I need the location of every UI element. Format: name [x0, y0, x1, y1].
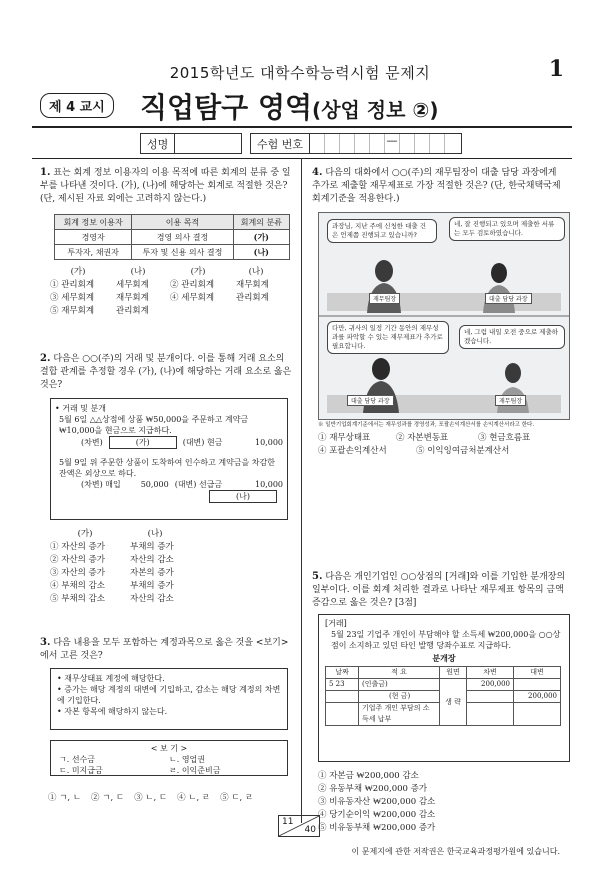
q4-options	[318, 432, 568, 458]
q1-cell: (가)	[233, 230, 289, 245]
q5-transaction-box	[318, 614, 570, 762]
subject-main: 직업탐구 영역	[140, 91, 313, 124]
q2-option-2[interactable]: ② 자산의 증가	[50, 555, 105, 565]
q5-ledger-ref: 생 략	[440, 679, 467, 726]
q1-option-2b: 재무회계	[236, 280, 269, 290]
q3-option-4[interactable]: ④ ㄴ, ㄹ	[177, 793, 211, 803]
q2-entry-1	[55, 436, 283, 449]
q1-table	[54, 214, 290, 260]
q1-text: 표는 회계 정보 이용자의 이용 목적에 따른 회계의 분류 중 일부를 나타낸 것이다. (가), (나)에 해당하는 회계로 적절한 것은? (단, 제시된 자료 외에는 고려하지 않는다.)	[40, 168, 291, 204]
q1-option-3[interactable]: ③ 세무회계	[50, 293, 95, 303]
exam-number-dash: —	[385, 134, 400, 153]
q5-ledger-line-1: (인출금)	[359, 679, 440, 691]
q4-footnote: ※ 일반기업회계기준에서는 재무성과를 경영성과, 포괄손익계산서를 손익계산서라고 한다.	[318, 422, 535, 428]
q2-entry-2-amt1: 50,000	[140, 480, 169, 489]
q3-bullet: • 자본 항목에 해당하지 않는다.	[57, 707, 168, 716]
q4-number: 4.	[312, 167, 323, 178]
q2-entry-2	[55, 479, 283, 490]
q1-cell: 경영자	[55, 230, 132, 245]
q5-option-3[interactable]: ③ 비유동자산 ₩200,000 감소	[318, 797, 436, 807]
q5-number: 5.	[312, 571, 323, 582]
q5-option-2[interactable]: ② 유동부채 ₩200,000 증가	[318, 784, 428, 794]
q5-ledger-credit: 200,000	[514, 691, 561, 703]
q1-opt-head: (가)	[190, 267, 206, 277]
q1-th: 회계 정보 이용자	[55, 215, 132, 230]
question-4	[312, 166, 567, 206]
q3-bullet: • 증가는 해당 계정의 대변에 기입하고, 감소는 해당 계정의 차변에 기입한다.	[57, 685, 281, 705]
exam-number-field[interactable]	[250, 133, 462, 154]
q5-option-4[interactable]: ④ 당기순이익 ₩200,000 감소	[318, 810, 436, 820]
q3-bogi-item: ㄷ. 미지급금	[59, 766, 103, 775]
session-badge: 제 4 교시	[40, 93, 114, 118]
q5-ledger-th: 날짜	[326, 667, 359, 679]
q3-number: 3.	[40, 637, 51, 648]
q4-label-finance-head-2: 재무팀장	[495, 395, 526, 406]
q1-opt-head: (나)	[130, 267, 146, 277]
q2-option-1[interactable]: ① 자산의 증가	[50, 542, 105, 552]
q2-answer-box-ga: (가)	[109, 436, 177, 449]
q1-option-5b: 관리회계	[116, 306, 149, 316]
q1-number: 1.	[40, 167, 51, 178]
q2-option-3[interactable]: ③ 자산의 증가	[50, 568, 105, 578]
q3-bogi-item: ㄴ. 영업권	[169, 755, 205, 764]
q5-ledger-th: 대변	[514, 667, 561, 679]
q4-text: 다음의 대화에서 ○○(주)의 재무팀장이 대출 담당 과장에게 추가로 제출할 재무제표로 가장 적절한 것은? (단, 한국채택국제회계기준을 적용한다.)	[312, 168, 561, 204]
q3-bogi-item: ㄱ. 선수금	[59, 755, 95, 764]
q2-option-4b: 부채의 증가	[130, 581, 174, 591]
q2-option-4[interactable]: ④ 부채의 감소	[50, 581, 105, 591]
q5-box-title: [거래]	[325, 619, 347, 628]
q5-ledger-line-2: (현 금)	[359, 691, 440, 703]
q4-label-loan-manager-2: 대출 담당 과장	[347, 395, 394, 406]
name-label: 성명	[141, 134, 175, 153]
q4-speech-bubble-4: 네, 그럼 내일 오전 중으로 제출하겠습니다.	[459, 325, 565, 349]
page-number: 1	[548, 56, 564, 82]
q3-option-3[interactable]: ③ ㄴ, ㄷ	[134, 793, 168, 803]
q5-ledger-title: 분개장	[432, 653, 456, 663]
q5-options	[318, 770, 558, 835]
q2-entry-2-cr: (대변) 선급금	[174, 480, 223, 489]
q3-option-5[interactable]: ⑤ ㄷ, ㄹ	[220, 793, 254, 803]
q1-option-4b: 관리회계	[236, 293, 269, 303]
q5-ledger-table	[325, 666, 561, 726]
q4-comic-illustration	[318, 212, 570, 420]
q3-bullet: • 재무상태표 계정에 해당한다.	[57, 674, 165, 683]
q5-text: 다음은 개인기업인 ○○상점의 [거래]와 이를 기입한 분개장의 일부이다. 이를 회계 처리한 결과로 나타난 재무제표 항목의 금액 증감으로 옳은 것은? [3점]	[312, 572, 566, 608]
q4-option-4[interactable]: ④ 포괄손익계산서	[318, 446, 387, 456]
q4-option-3[interactable]: ③ 현금흐름표	[478, 433, 531, 443]
q5-option-5[interactable]: ⑤ 비유동부채 ₩200,000 증가	[318, 823, 436, 833]
exam-title: 2015학년도 대학수학능력시험 문제지	[169, 64, 431, 82]
q2-entry-2-amt2: 10,000	[255, 480, 283, 489]
q3-text: 다음 내용을 모두 포함하는 계정과목으로 옳은 것을 <보기>에서 고른 것은?	[40, 638, 289, 661]
q1-th: 이용 목적	[132, 215, 233, 230]
q2-entry-1-dr: (차변)	[81, 438, 103, 447]
q1-option-1b: 세무회계	[116, 280, 149, 290]
question-5	[312, 570, 567, 610]
q3-options	[48, 792, 298, 805]
q2-option-1b: 부채의 증가	[130, 542, 174, 552]
exam-number-label: 수험 번호	[251, 134, 310, 153]
q5-ledger-th: 적 요	[359, 667, 440, 679]
q3-option-2[interactable]: ② ㄱ, ㄷ	[91, 793, 125, 803]
exam-number-cells	[310, 134, 459, 153]
q5-ledger-th: 원면	[440, 667, 467, 679]
q5-ledger-debit: 200,000	[467, 679, 514, 691]
q5-ledger-th: 차변	[467, 667, 514, 679]
q2-box-title: • 거래 및 분개	[55, 404, 106, 413]
q2-entry-1-cr: (대변) 현금	[182, 438, 223, 447]
q3-option-1[interactable]: ① ㄱ, ㄴ	[48, 793, 82, 803]
q2-text: 다음은 ○○(주)의 거래 및 분개이다. 이를 통해 거래 요소의 결합 관계를 추정할 경우 (가), (나)에 해당하는 거래 요소로 옳은 것은?	[40, 354, 292, 390]
subject-title	[140, 86, 438, 126]
q2-transaction-2: 5월 9일 위 주문한 상품이 도착하여 인수하고 계약금을 차감한 잔액은 외상으로 하다.	[59, 458, 275, 478]
q1-option-2[interactable]: ② 관리회계	[170, 280, 215, 290]
q3-bogi-title: < 보 기 >	[150, 744, 188, 753]
page-total: 40	[304, 825, 316, 835]
q2-answer-box-na: (나)	[209, 490, 277, 503]
q2-entry-2-dr: (차변) 매입	[81, 480, 121, 489]
q4-option-1[interactable]: ① 재무상태표	[318, 433, 371, 443]
q2-option-5b: 자산의 감소	[130, 594, 174, 604]
q2-entry-1-amt: 10,000	[255, 438, 283, 447]
q3-conditions-box	[50, 668, 288, 730]
q4-option-5[interactable]: ⑤ 이익잉여금처분계산서	[416, 446, 510, 456]
q1-cell: (나)	[233, 245, 289, 260]
q1-th: 회계의 분류	[233, 215, 289, 230]
q1-cell: 경영 의사 결정	[132, 230, 233, 245]
q5-deal-text: 5월 23일 기업주 개인이 부담해야 할 소득세 ₩200,000을 ○○상점이 소지하고 있던 타인 발행 당좌수표로 지급하다.	[331, 630, 561, 650]
q1-opt-head: (가)	[70, 267, 86, 277]
question-2	[40, 352, 292, 392]
subject-sub: (상업 정보 ②)	[312, 98, 439, 122]
header-rule	[32, 126, 572, 128]
q2-opt-head: (나)	[147, 529, 163, 539]
q2-opt-head: (가)	[77, 529, 93, 539]
q2-option-3b: 자본의 증가	[130, 568, 174, 578]
q4-option-2[interactable]: ② 자본변동표	[396, 433, 449, 443]
q4-label-loan-manager: 대출 담당 과장	[485, 293, 532, 304]
q4-speech-bubble-3: 다만, 귀사의 일정 기간 동안의 재무성과를 파악할 수 있는 재무제표가 추가로 필요합니다.	[327, 321, 449, 354]
q1-opt-head: (나)	[248, 267, 264, 277]
q1-option-1[interactable]: ① 관리회계	[50, 280, 95, 290]
q1-cell: 투자 및 신용 의사 결정	[132, 245, 233, 260]
q5-ledger-line-3: 기업주 개인 부담의 소득세 납부	[359, 703, 440, 726]
copyright-notice: 이 문제지에 관한 저작권은 한국교육과정평가원에 있습니다.	[351, 847, 560, 856]
q2-transaction-1: 5월 6일 △△상점에 상품 ₩50,000을 주문하고 계약금 ₩10,000을 현금으로 지급하다.	[59, 415, 249, 435]
q2-option-2b: 자산의 감소	[130, 555, 174, 565]
page-counter	[278, 815, 320, 837]
question-3	[40, 636, 292, 663]
q1-option-4[interactable]: ④ 세무회계	[170, 293, 215, 303]
column-divider	[301, 158, 302, 823]
q1-options	[50, 266, 290, 318]
question-1	[40, 166, 292, 206]
q2-transaction-box	[50, 398, 288, 520]
q1-option-5[interactable]: ⑤ 재무회계	[50, 306, 95, 316]
q3-bogi-box	[50, 740, 288, 776]
q4-label-finance-head: 재무팀장	[369, 293, 400, 304]
q4-speech-bubble-2: 네, 잘 진행되고 있으며 제출한 서류는 모두 검토하였습니다.	[449, 217, 565, 241]
q2-number: 2.	[40, 353, 51, 364]
q3-bogi-item: ㄹ. 이익준비금	[169, 766, 221, 775]
header-rule-2	[32, 158, 572, 159]
q4-comic-svg	[319, 213, 569, 419]
page-current: 11	[282, 817, 294, 827]
q5-option-1[interactable]: ① 자본금 ₩200,000 감소	[318, 771, 419, 781]
q1-cell: 투자자, 채권자	[55, 245, 132, 260]
q4-speech-bubble-1: 과장님, 지난 주에 신청한 대출 건은 언제쯤 진행되고 있습니까?	[327, 219, 437, 243]
q2-options	[50, 528, 250, 606]
q1-option-3b: 재무회계	[116, 293, 149, 303]
name-field[interactable]	[140, 133, 242, 154]
q5-ledger-date: 5 23	[326, 679, 359, 691]
q2-option-5[interactable]: ⑤ 부채의 감소	[50, 594, 105, 604]
